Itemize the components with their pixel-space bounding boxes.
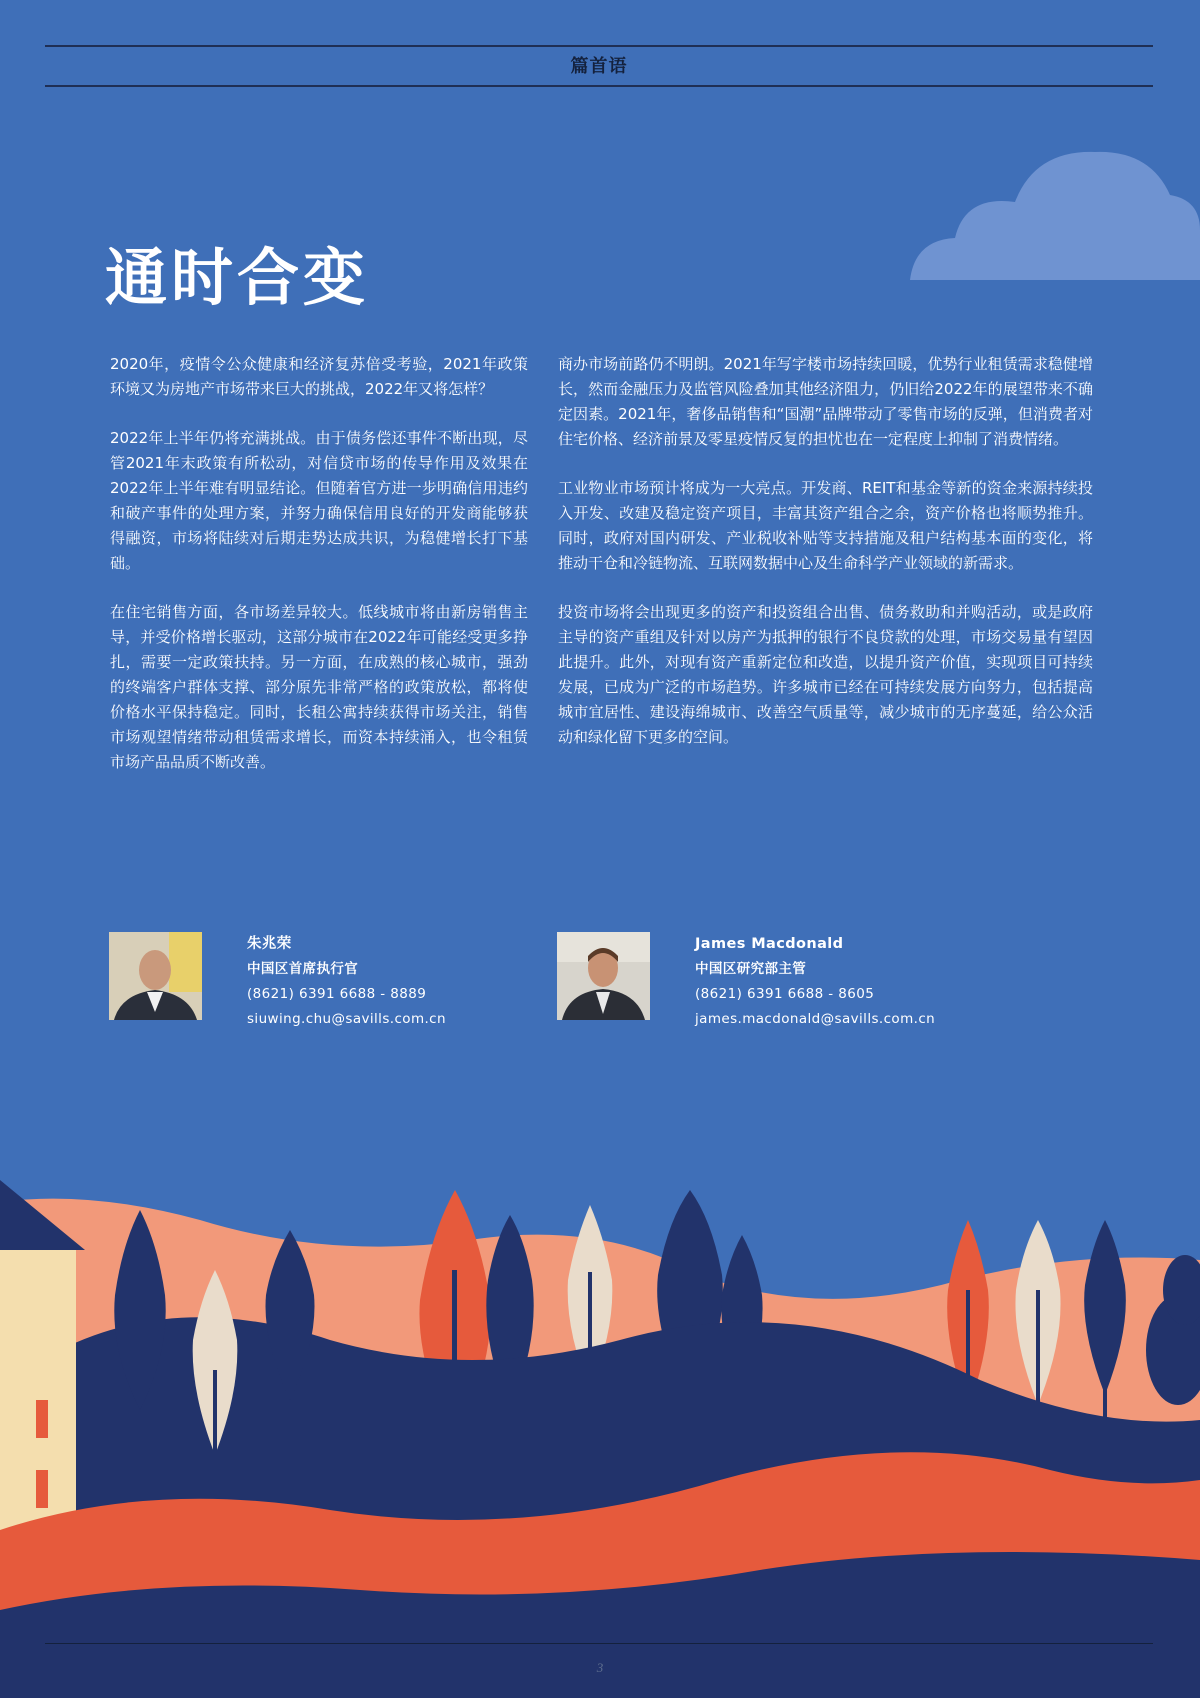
- landscape-illustration: [0, 1180, 1200, 1698]
- paragraph: 投资市场将会出现更多的资产和投资组合出售、债务救助和并购活动，或是政府主导的资产重组及针对以房产为抵押的银行不良贷款的处理，市场交易量有望因此提升。此外，对现有资产重新定位和改造，以提升资产价值，实现项目可持续发展，已成为广泛的市场趋势。许多城市已经在可持续发展方向努力，包括提高城市宜居性、建设海绵城市、改善空气质量等，减少城市的无序蔓延，给公众活动和绿化留下更多的空间。: [558, 603, 1093, 746]
- contact-phone: (8621) 6391 6688 - 8605: [695, 986, 875, 1002]
- cloud-illustration: [910, 110, 1200, 290]
- contact-email[interactable]: james.macdonald@savills.com.cn: [695, 1011, 936, 1027]
- page-title: 通时合变: [105, 241, 370, 314]
- contact-info: [695, 932, 1035, 1032]
- portrait-photo: [109, 932, 202, 1020]
- paragraph: 2022年上半年仍将充满挑战。由于债务偿还事件不断出现，尽管2021年末政策有所松动，对信贷市场的传导作用及效果在2022年上半年难有明显结论。但随着官方进一步明确信用违约和破产事件的处理方案，并努力确保信用良好的开发商能够获得融资，市场将陆续对后期走势达成共识，为稳健增长打下基础。: [110, 429, 528, 572]
- left-column: [110, 352, 528, 799]
- paragraph: 2020年，疫情令公众健康和经济复苏倍受考验，2021年政策环境又为房地产市场带来巨大的挑战，2022年又将怎样？: [110, 355, 528, 398]
- contact-name: James Macdonald: [695, 936, 844, 952]
- page-number: 3: [596, 1660, 604, 1675]
- contact-role: 中国区首席执行官: [247, 961, 359, 977]
- header-bottom-rule: [45, 85, 1153, 87]
- contact-info: [247, 932, 587, 1032]
- right-column: [558, 352, 1093, 774]
- footer-rule: [45, 1643, 1153, 1644]
- contact-role: 中国区研究部主管: [695, 961, 807, 977]
- portrait-photo: [557, 932, 650, 1020]
- contact-phone: (8621) 6391 6688 - 8889: [247, 986, 427, 1002]
- paragraph: 工业物业市场预计将成为一大亮点。开发商、REIT和基金等新的资金来源持续投入开发、改建及稳定资产项目，丰富其资产组合之余，资产价格也将顺势推升。同时，政府对国内研发、产业税收补贴等支持措施及租户结构基本面的变化，将推动干仓和冷链物流、互联网数据中心及生命科学产业领域的新需求。: [558, 479, 1093, 572]
- paragraph: 在住宅销售方面，各市场差异较大。低线城市将由新房销售主导，并受价格增长驱动，这部分城市在2022年可能经受更多挣扎，需要一定政策扶持。另一方面，在成熟的核心城市，强劲的终端客户群体支撑、部分原先非常严格的政策放松，都将使价格水平保持稳定。同时，长租公寓持续获得市场关注，销售市场观望情绪带动租赁需求增长，而资本持续涌入，也令租赁市场产品品质不断改善。: [110, 603, 528, 771]
- contact-name: 朱兆荣: [247, 936, 292, 952]
- section-label: 篇首语: [570, 56, 628, 77]
- paragraph: 商办市场前路仍不明朗。2021年写字楼市场持续回暖，优势行业租赁需求稳健增长，然而金融压力及监管风险叠加其他经济阻力，仍旧给2022年的展望带来不确定因素。2021年，奢侈品销售和“国潮”品牌带动了零售市场的反弹，但消费者对住宅价格、经济前景及零星疫情反复的担忧也在一定程度上抑制了消费情绪。: [558, 355, 1093, 448]
- header-top-rule: [45, 45, 1153, 47]
- contact-email[interactable]: siuwing.chu@savills.com.cn: [247, 1011, 446, 1027]
